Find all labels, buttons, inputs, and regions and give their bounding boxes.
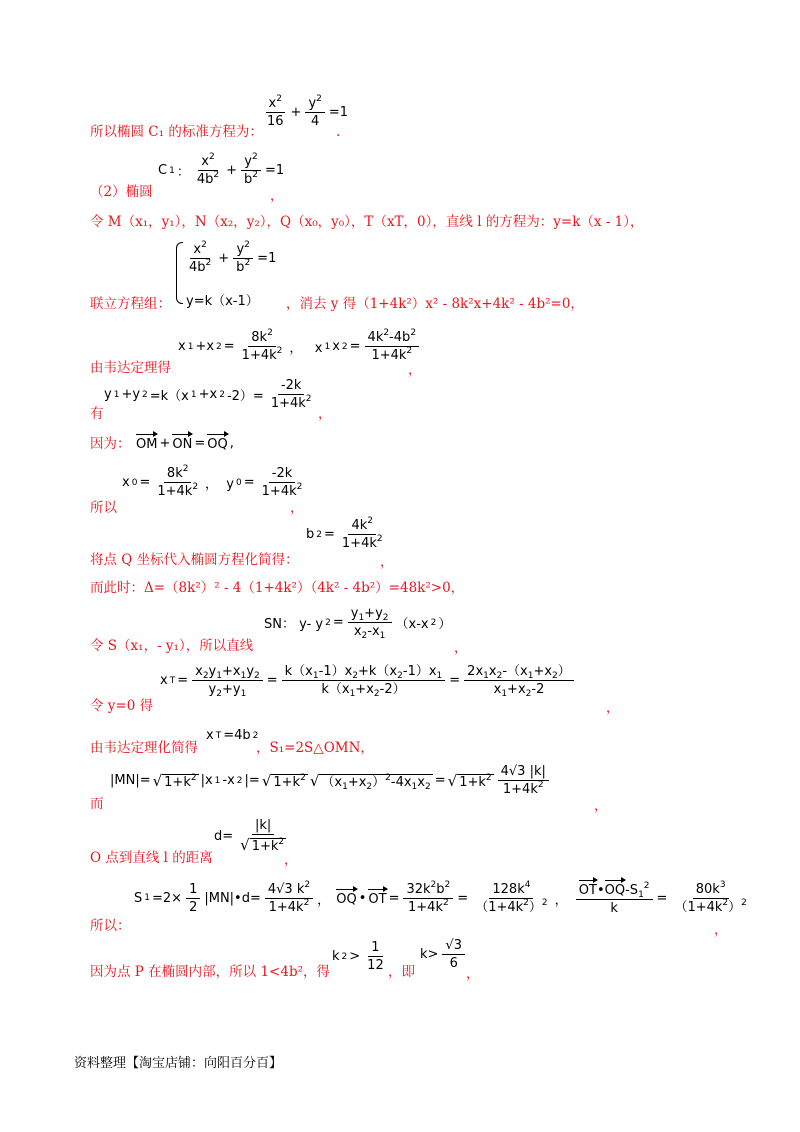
text-line: 令 y=0 得 (90, 698, 154, 714)
text-punct: ， (714, 922, 728, 938)
text-line: 由韦达定理化简得 (90, 740, 198, 756)
footer-note: 资料整理【淘宝店铺：向阳百分百】 (74, 1056, 283, 1071)
text-punct: ， (284, 852, 298, 868)
text-line: 因为： (90, 436, 131, 452)
formula: b 2 = $\frac{4k^2}{1+4k^2}$ (306, 516, 383, 551)
text-line: 令 S（x₁，- y₁），所以直线 (90, 638, 254, 654)
text-line: 而 (90, 796, 104, 812)
text-punct: ， (270, 188, 284, 204)
text-line: 有 (90, 406, 104, 422)
text-line: ，消去 y 得（1+4k²）x² - 8k²x+4k² - 4b²=0， (286, 296, 584, 312)
formula: x T =4b 2 (206, 728, 259, 743)
formula: $\frac{x^2}{16}$ + $\frac{y^2}{4}$ =1 (267, 94, 349, 129)
text-punct: ， (454, 640, 468, 656)
formula: SN： y- y 2 = $\frac{y_1+y_2}{x_2-x_1}$ （x-x 2 ） (264, 606, 452, 641)
text-line: 因为点 P 在椭圆内部，所以 1<4b²，得 (90, 964, 331, 980)
text-line: 而此时：Δ=（8k²）² - 4（1+4k²）（4k² - 4b²）=48k²>0， (90, 580, 465, 596)
text-line: 将点 Q 坐标代入椭圆方程化简得： (90, 552, 299, 568)
formula: x T = $\frac{x_2y_1+x_1y_2}{y_2+y_1}$ = $\frac{k(x_1-1)x_2+k(x_2-1)x_1}{k(x_1+x_2-2)}$ = $\frac{2x_1x_2-(x_1+x_2)}{x_1+x_2-2}$ (160, 664, 576, 697)
formula: |MN|= √ $1+k^2$ |x 1 -x 2 |= √ $1+k^2$ √ $(x_1+x_2)^2-4x_1x_2$ = √ $1+k^2$ $\frac{4√3 |k|}{1+4k^2}$ (110, 764, 551, 797)
text-line: 令 M（x₁，y₁），N（x₂，y₂），Q（x₀，y₀），T（xT，0），直线 l 的方程为：y=k（x - 1）， (90, 214, 644, 230)
text-line: （2）椭圆 (90, 184, 153, 200)
text-line: 所以： (90, 918, 131, 934)
text-line: 所以椭圆 C₁ 的标准方程为： (90, 124, 263, 140)
formula: y 1 +y 2 =k（x 1 +x 2 -2）= $\frac{-2k}{1+4k^2}$ (104, 378, 312, 411)
text-punct: ， (606, 700, 620, 716)
text-punct: ， (318, 406, 332, 422)
text-punct: ， (290, 500, 304, 516)
formula: C 1 ： $\frac{x^2}{4b^2}$ + $\frac{y^2}{b^2}$ =1 (158, 152, 285, 187)
text-line: 由韦达定理得 (90, 360, 171, 376)
text-line: 联立方程组： (90, 296, 171, 312)
text-punct: ， (466, 966, 480, 982)
formula: OM + ON = OQ , (136, 435, 234, 452)
text-punct: ， (380, 554, 394, 570)
formula: S 1 =2× $\frac{1}{2}$ |MN|•d= $\frac{4√3 k^2}{1+4k^2}$ ， OQ • OT = $\frac{32k^2b^2}{1+4k^2}$ = $\frac{128k^4}{(1+4k^2)^2}$ ， $\frac{OT•OQ-S_1^2}{k}$ = $\frac{80k^3}{(1+4k^2)^2}$ (134, 879, 747, 916)
text-line: 所以 (90, 500, 117, 516)
text-punct: ， (594, 798, 608, 814)
formula: x 0 = $\frac{8k^2}{1+4k^2}$ ， y 0 = $\frac{-2k}{1+4k^2}$ (122, 464, 303, 499)
text-punct: . (336, 124, 341, 140)
formula: k 2 > $\frac{1}{12}$ (332, 940, 384, 973)
equation-system: $\frac{x^2}{4b^2}$ + $\frac{y^2}{b^2}$ =1 y=k（x-1） (176, 242, 276, 306)
formula: k> $\frac{√3}{6}$ (420, 938, 467, 971)
formula: x 1 +x 2 = $\frac{8k^2}{1+4k^2}$ ， x 1 x 2 = $\frac{4k^2-4b^2}{1+4k^2}$ (178, 330, 421, 363)
formula: d= |k| √ $1+k^2$ (214, 818, 285, 854)
text-line: ，即 (388, 964, 415, 980)
text-line: ，S₁=2S△OMN， (256, 740, 374, 756)
text-line: O 点到直线 l 的距离 (90, 850, 213, 866)
text-punct: ， (408, 362, 422, 378)
